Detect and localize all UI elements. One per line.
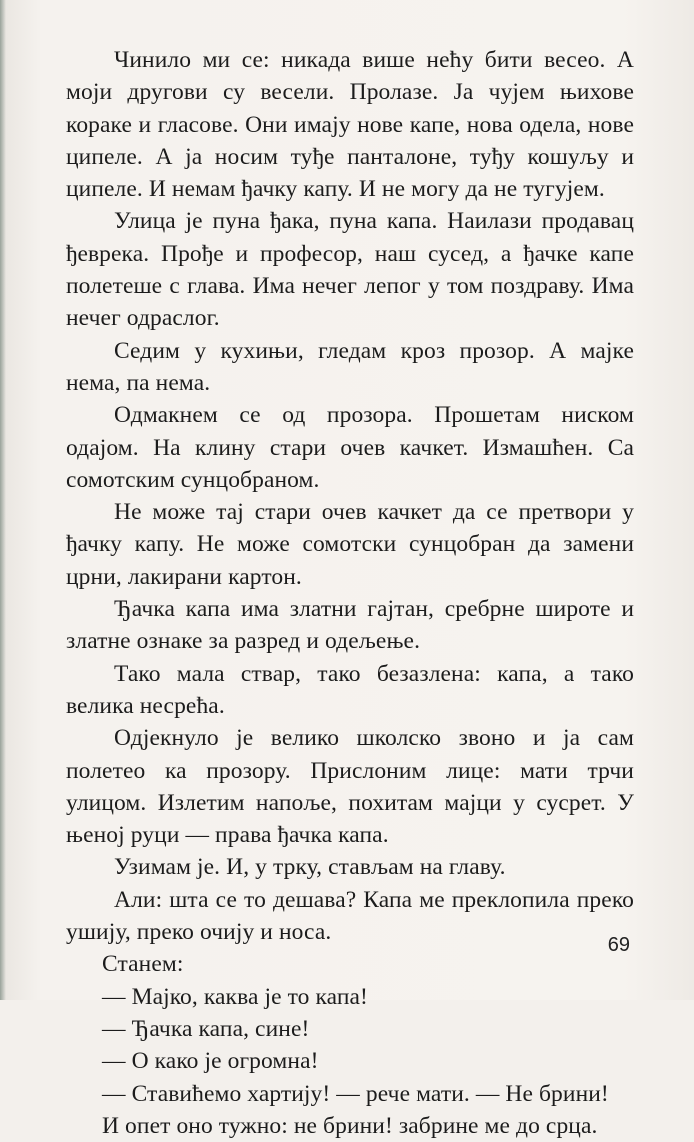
page-body-text [66, 44, 634, 1142]
paragraph-2: Улица је пуна ђака, пуна капа. Наилази продавац ђеврека. Прође и професор, наш сусед, а ђачке капе полетеше с глава. Има нечег лепог у том поздраву. Има нечег одраслог. [66, 208, 634, 332]
paragraph-5: Не може тај стари очев качкет да се претвори у ђачку капу. Не може сомотски сунцобран да замени црни, лакирани картон. [66, 499, 634, 590]
paragraph-10: Али: шта се то дешава? Капа ме преклопила преко ушију, преко очију и носа. [66, 886, 634, 946]
dialogue-line-6: И опет оно тужно: не брини! забрине ме до срца. [102, 1112, 598, 1139]
paragraph-6: Ђачка капа има златни гајтан, сребрне широте и златне ознаке за разред и одељење. [66, 596, 634, 655]
paragraph-7: Тако мала ствар, тако безазлена: капа, а тако велика несрећа. [66, 660, 634, 719]
paragraph-4: Одмакнем се од прозора. Прошетам ниском одајом. На клину стари очев качкет. Измашћен. Са сомотским сунцобраном. [66, 402, 634, 493]
dialogue-line-1: Станем: [102, 951, 184, 978]
paragraph-3: Седим у кухињи, гледам кроз прозор. А мајке нема, па нема. [66, 337, 634, 396]
paragraph-8: Одјекнуло је велико школско звоно и ја сам полетео ка прозору. Прислоним лице: мати трчи улицом. Излетим напоље, похитам мајци у сусрет. У њеној руци — права ђачка капа. [66, 725, 634, 849]
paragraph-1: Чинило ми се: никада више нећу бити весео. А моји другови су весели. Пролазе. Ја чујем њихове кораке и гласове. Они имају нове капе, нова одела, нове ципеле. А ја носим туђе панталоне, туђу кошуљу и ципеле. И немам ђачку капу. И не могу да не тугујем. [66, 47, 634, 203]
page-number: 69 [607, 934, 630, 956]
dialogue-line-5: — Ставићемо хартију! — рече мати. — Не брини! [102, 1080, 609, 1107]
dialogue-line-4: — О како је огромна! [102, 1048, 319, 1075]
dialogue-line-2: — Мајко, каква је то капа! [102, 983, 368, 1010]
dialogue-line-3: — Ђачка капа, сине! [102, 1015, 310, 1042]
paragraph-9: Узимам је. И, у трку, стављам на главу. [114, 854, 506, 881]
